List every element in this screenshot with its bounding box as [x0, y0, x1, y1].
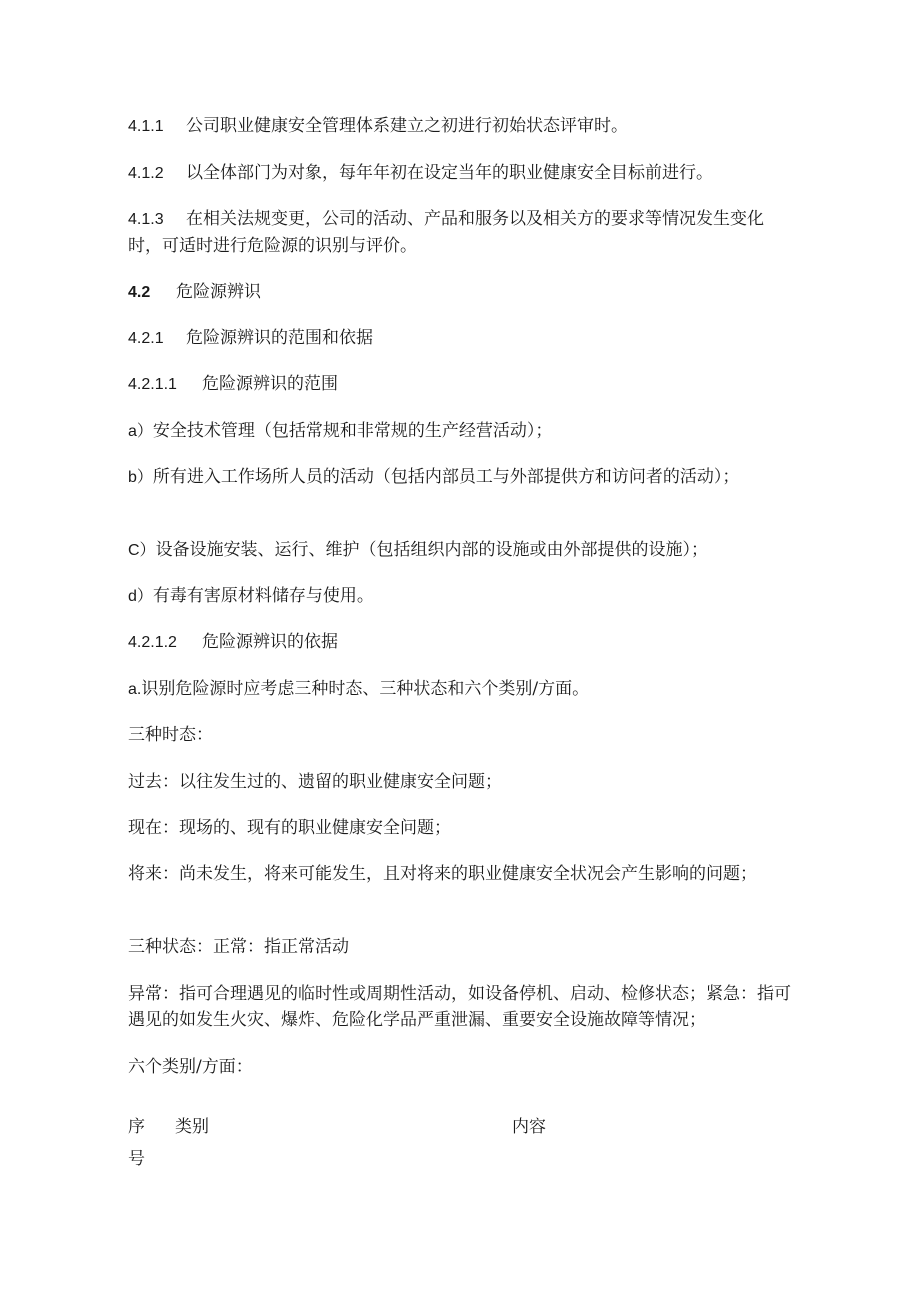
column-header-seq-line2: 号 [128, 1149, 145, 1169]
list-marker: C） [128, 542, 156, 559]
list-marker: b） [128, 469, 153, 486]
list-marker: a. [128, 681, 142, 698]
list-text: 所有进入工作场所人员的活动（包括内部员工与外部提供方和访问者的活动）； [152, 467, 740, 487]
categories-title: 六个类别/方面： [128, 1057, 253, 1077]
clause-4-1-3 [128, 206, 788, 259]
list-item-b [128, 464, 753, 491]
clause-text: 以全体部门为对象，每年年初在设定当年的职业健康安全目标前进行。 [186, 163, 713, 183]
clause-text: 危险源辨识的范围和依据 [186, 328, 373, 348]
clause-text: 公司职业健康安全管理体系建立之初进行初始状态评审时。 [186, 116, 628, 136]
clause-number: 4.2.1.2 [128, 634, 177, 651]
clause-4-2-1-1 [128, 371, 788, 398]
clause-number: 4.1.2 [128, 165, 164, 182]
section-title: 危险源辨识 [176, 282, 261, 302]
list-item-d [128, 583, 788, 610]
tense-past: 过去：以往发生过的、遗留的职业健康安全问题； [128, 772, 502, 792]
clause-4-2-1 [128, 325, 788, 352]
list-text: 有毒有害原材料储存与使用。 [152, 586, 374, 606]
tenses-title: 三种时态： [128, 725, 213, 745]
clause-4-2-1-2 [128, 629, 788, 656]
clause-number: 4.2.1 [128, 330, 164, 347]
clause-number: 4.1.1 [128, 118, 164, 135]
list-item-c [128, 537, 788, 564]
clause-text: 危险源辨识的依据 [202, 632, 338, 652]
section-4-2-heading [128, 279, 788, 306]
list-marker: d） [128, 588, 153, 605]
column-header-content: 内容 [512, 1117, 546, 1137]
column-header-seq-line1: 序 [128, 1117, 145, 1137]
clause-text: 危险源辨识的范围 [202, 374, 338, 394]
list-text: 安全技术管理（包括常规和非常规的生产经营活动）； [152, 421, 553, 441]
list-marker: a） [128, 423, 153, 440]
clause-4-1-2 [128, 160, 788, 187]
state-normal: 三种状态：正常：指正常活动 [128, 937, 349, 957]
list-text: 设备设施安装、运行、维护（包括组织内部的设施或由外部提供的设施）； [155, 540, 709, 560]
clause-number: 4.1.3 [128, 211, 164, 228]
basis-item-a [128, 676, 788, 703]
tense-future: 将来：尚未发生，将来可能发生，且对将来的职业健康安全状况会产生影响的问题； [128, 864, 757, 884]
clause-4-1-1 [128, 113, 788, 140]
clause-text: 在相关法规变更，公司的活动、产品和服务以及相关方的要求等情况发生变化时，可适时进行危险源的识别与评价。 [128, 209, 764, 256]
clause-number: 4.2.1.1 [128, 376, 177, 393]
list-item-a [128, 418, 788, 445]
list-text: 识别危险源时应考虑三种时态、三种状态和六个类别/方面。 [141, 679, 590, 699]
tense-present: 现在：现场的、现有的职业健康安全问题； [128, 818, 451, 838]
section-number: 4.2 [128, 284, 151, 301]
state-abnormal-emergency: 异常：指可合理遇见的临时性或周期性活动，如设备停机、启动、检修状态；紧急：指可遇见的如发生火灾、爆炸、危险化学品严重泄漏、重要安全设施故障等情况； [128, 984, 791, 1030]
column-header-category: 类别 [175, 1117, 209, 1137]
